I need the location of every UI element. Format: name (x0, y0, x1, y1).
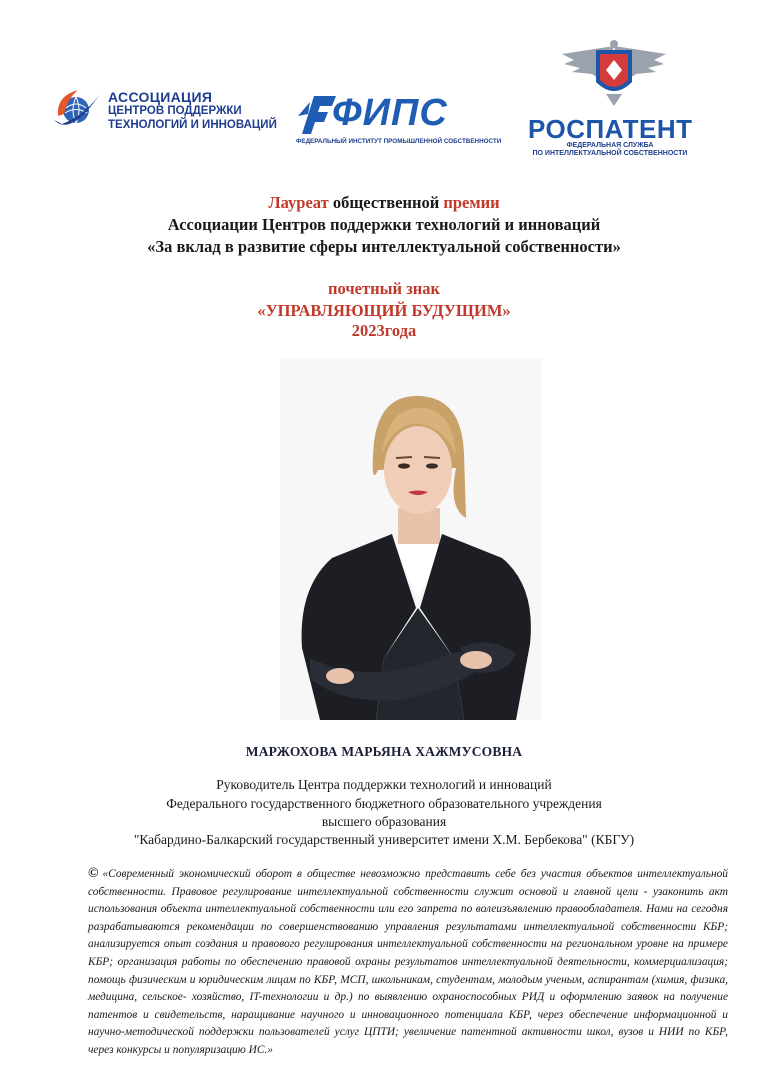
public-word: общественной (328, 193, 440, 212)
acti-globe-icon (48, 80, 108, 140)
badge-name: «УПРАВЛЯЮЩИЙ БУДУЩИМ» (257, 301, 511, 320)
fips-wordmark: ФИПС (332, 92, 448, 134)
acti-logo (48, 76, 277, 146)
prize-word: премии (439, 193, 500, 212)
portrait-photo (280, 358, 542, 720)
rospatent-subtitle-1: ФЕДЕРАЛЬНАЯ СЛУЖБА (566, 142, 654, 149)
rospatent-subtitle-2: ПО ИНТЕЛЛЕКТУАЛЬНОЙ СОБСТВЕННОСТИ (532, 150, 688, 157)
quote-paragraph (88, 865, 728, 1060)
acti-line3: ТЕХНОЛОГИЙ И ИННОВАЦИЙ (108, 119, 277, 131)
badge-label: почетный знак (328, 279, 440, 298)
eagle-emblem-icon (554, 36, 674, 110)
acti-line2: ЦЕНТРОВ ПОДДЕРЖКИ (108, 105, 242, 117)
quote-text: «Современный экономический оборот в обществе невозможно представить себе без участия объектов интеллектуальной собственности. Правовое регулирование интеллектуальной собственности служит основой и главной цели - узаконить акт использования объекта интеллектуальной собственности или его запрета по волеизъявлению правообладателя. Нами на сегодня разрабатываются рекомендации по совершенствованию управления результатами интеллектуальной собственности КБР; анализируется опыт создания и правового регулирования интеллектуальной собственности на региональном уровне на примере КБР; организация работы по обеспечению правовой охраны результатов интеллектуальной деятельности, коммерциализация; помощь физическим и юридическим лицам по КБР, МСП, школьникам, студентам, молодым ученым, аспирантам (химия, физика, медицина, сельское- хозяйство, IT-технологии и др.) по выявлению охраноспособных РИД и оформлению заявок на получение патентов и свидетельств, наращивание научного и инновационного потенциала КБР, через обеспечение информационной и научно-методической поддержки пользователей услуг ЦПТИ; увеличение патентной активности школ, вузов и НИИ по КБР, через конкурсы и популяризацию ИС.» (88, 868, 728, 1056)
laureate-word: Лауреат (268, 193, 329, 212)
acti-line1: АССОЦИАЦИЯ (108, 89, 213, 105)
rospatent-logo (520, 36, 710, 166)
person-role-line-4: "Кабардино-Балкарский государственный университет имени Х.М. Бербекова" (КБГУ) (133, 832, 635, 847)
person-name: МАРЖОХОВА МАРЬЯНА ХАЖМУСОВНА (245, 744, 523, 759)
copyright-mark: © (88, 866, 99, 881)
award-year: 2023года (351, 321, 417, 340)
logo-row (0, 36, 768, 166)
award-contribution-line: «За вклад в развитие сферы интеллектуальной собственности» (147, 237, 621, 256)
fips-logo (296, 88, 502, 158)
person-role-line-2: Федерального государственного бюджетного образовательного учреждения (166, 796, 602, 811)
award-laureate-line (0, 192, 768, 214)
person-role-line-1: Руководитель Центра поддержки технологий и инноваций (216, 777, 552, 792)
award-association-line: Ассоциации Центров поддержки технологий и инноваций (167, 215, 601, 234)
fips-subtitle: ФЕДЕРАЛЬНЫЙ ИНСТИТУТ ПРОМЫШЛЕННОЙ СОБСТВЕННОСТИ (296, 138, 502, 145)
person-role-line-3: высшего образования (321, 814, 447, 829)
rospatent-wordmark: РОСПАТЕНТ (528, 114, 693, 144)
